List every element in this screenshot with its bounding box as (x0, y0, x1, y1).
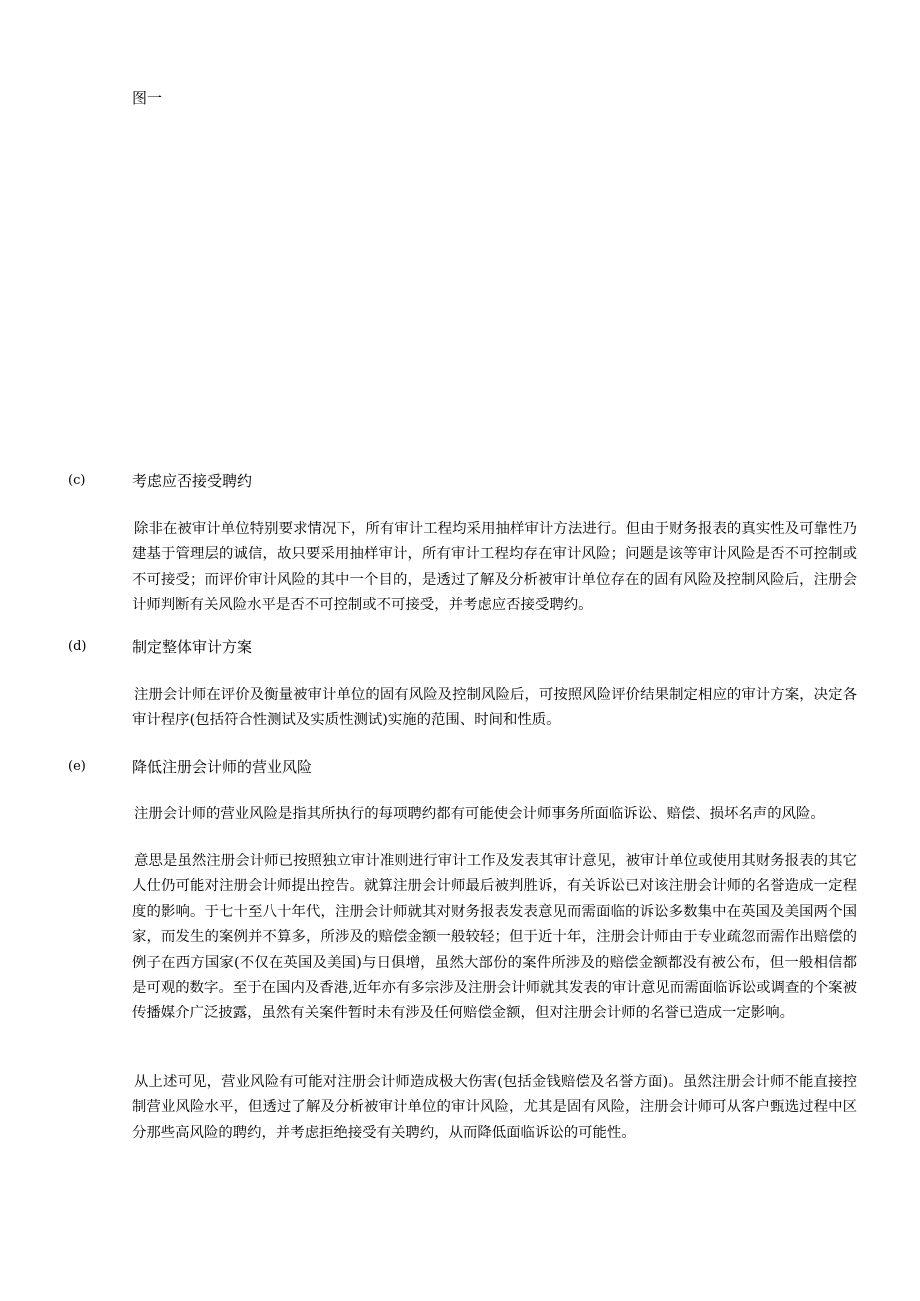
section-heading-d (68, 636, 858, 658)
paragraph: 从上述可见，营业风险有可能对注册会计师造成极大伤害(包括金钱赔偿及名誉方面)。虽然注册会计师不能直接控制营业风险水平，但透过了解及分析被审计单位的审计风险，尤其是固有风险，注册会计师可从客户甄选过程中区分那些高风险的聘约，并考虑拒绝接受有关聘约，从而降低面临诉讼的可能性。 (132, 1074, 857, 1141)
section-title: 考虑应否接受聘约 (132, 472, 253, 490)
paragraph: 注册会计师的营业风险是指其所执行的每项聘约都有可能使会计师事务所面临诉讼、赔偿、损坏名声的风险。 (134, 806, 825, 822)
section-label: (e) (68, 759, 86, 774)
figure-caption: 图一 (132, 89, 163, 107)
paragraph: 注册会计师在评价及衡量被审计单位的固有风险及控制风险后，可按照风险评价结果制定相应的审计方案，决定各审计程序(包括符合性测试及实质性测试)实施的范围、时间和性质。 (132, 687, 857, 729)
section-heading-e (68, 756, 858, 778)
section-label: (c) (68, 473, 86, 488)
paragraph: 意思是虽然注册会计师已按照独立审计准则进行审计工作及发表其审计意见，被审计单位或使用其财务报表的其它人仕仍可能对注册会计师提出控告。就算注册会计师最后被判胜诉，有关诉讼已对该注册会计师的名誉造成一定程度的影响。于七十至八十年代，注册会计师就其对财务报表发表意见而需面临的诉讼多数集中在英国及美国两个国家，而发生的案例并不算多，所涉及的赔偿金额一般较轻；但于近十年，注册会计师由于专业疏忽而需作出赔偿的例子在西方国家(不仅在英国及美国)与日俱增，虽然大部份的案件所涉及的赔偿金额都没有被公布，但一般相信都是可观的数字。至于在国内及香港,近年亦有多宗涉及注册会计师就其发表的审计意见而需面临诉讼或调查的个案被传播媒介广泛披露，虽然有关案件暂时未有涉及任何赔偿金额，但对注册会计师的名誉已造成一定影响。 (132, 853, 857, 1022)
section-title: 制定整体审计方案 (132, 638, 253, 656)
section-label: (d) (68, 639, 87, 654)
section-heading-c (68, 470, 858, 492)
section-title: 降低注册会计师的营业风险 (132, 758, 313, 776)
paragraph: 除非在被审计单位特别要求情况下，所有审计工程均采用抽样审计方法进行。但由于财务报表的真实性及可靠性乃建基于管理层的诚信，故只要采用抽样审计，所有审计工程均存在审计风险；问题是该等审计风险是否不可控制或不可接受；而评价审计风险的其中一个目的，是透过了解及分析被审计单位存在的固有风险及控制风险后，注册会计师判断有关风险水平是否不可控制或不可接受，并考虑应否接受聘约。 (132, 521, 857, 614)
